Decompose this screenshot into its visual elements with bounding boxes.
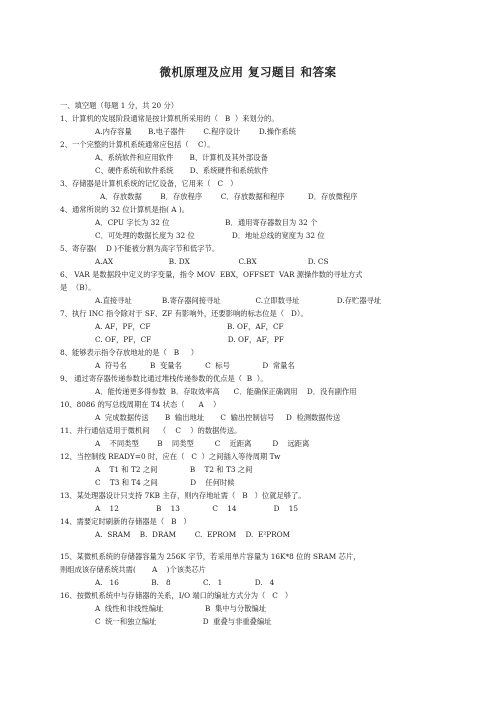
option-line: A．能传递更多得参数 B．存取效率高 C．能确保正确调用 D．没有副作用 bbox=[95, 387, 357, 396]
option-line: C 统一和独立编址 D 重叠与非重叠编址 bbox=[95, 617, 272, 626]
option-line: A．存放数据 B．存放程序 C．存放数据和程序 D．存放微程序 bbox=[100, 192, 358, 201]
option-line: A 不同类型 B 同类型 C 近距离 D 远距离 bbox=[95, 439, 310, 448]
option-line: A.内存容量 B.电子器件 C.程序设计 D.操作系统 bbox=[95, 127, 296, 136]
option-line: A 线性和非线性编址 B 集中与分散编址 bbox=[95, 604, 267, 613]
option-line: A 12 B 13 C 14 D 15 bbox=[95, 504, 299, 513]
question-line: 15、某微机系统的存储器容量为 256K 字节，若采用单片容量为 16K*8 位的 SRAM 芯片， bbox=[60, 552, 361, 561]
question-line: 5、寄存器( D )不能被分割为高字节和低字节。 bbox=[60, 244, 220, 253]
question-line: 7、执行 INC 指令除对于 SF、ZF 有影响外，还要影响的标志位是（ D）。 bbox=[60, 309, 308, 318]
option-line: A. SRAM B. DRAM C. EPROM D. E²PROM bbox=[95, 530, 291, 539]
option-line: A T1 和 T2 之间 B T2 和 T3 之间 bbox=[95, 465, 253, 474]
option-line: C T3 和 T4 之间 D 任何时候 bbox=[95, 478, 235, 487]
page-title: 微机原理及应用 复习题目 和答案 bbox=[159, 65, 337, 79]
question-line: 2、一个完整的计算机系统通常应包括（ C）。 bbox=[60, 140, 215, 149]
option-line: A.AX B. DX C.BX D. CS bbox=[95, 257, 329, 266]
option-line: A、系统软件和应用软件 B、计算机及其外部设备 bbox=[95, 153, 268, 162]
question-line: 则组成该存储系统共需( A )个该类芯片 bbox=[60, 565, 206, 574]
option-line: A 符号名 B 变量名 C 标号 D 常量名 bbox=[95, 361, 295, 370]
option-line: C．可处理的数据长度为 32 位 D．地址总线的宽度为 32 位 bbox=[95, 231, 325, 240]
question-line: 9、 通过寄存器传递参数比通过堆栈传递参数的优点是（ B ）。 bbox=[60, 374, 268, 383]
question-line: 3、存储器是计算机系统的记忆设备，它用来（ C ） bbox=[60, 179, 238, 188]
question-line: 10、8086 的写总线周期在 T4 状态（ A ） bbox=[60, 400, 221, 409]
question-line: 13、某处理器设计只支持 7KB 主存，则内存地址需（ B ）位就足够了。 bbox=[60, 491, 306, 500]
question-line: 11、并行通信适用于微机间 （ C ）的数据传送。 bbox=[60, 426, 242, 435]
option-line: A 完成数据传送 B 输出地址 C 输出控制信号 D 检测数据传送 bbox=[95, 413, 341, 422]
section-heading: 一、填空题（每题 1 分，共 20 分） bbox=[60, 101, 179, 110]
question-line: 8、能够表示指令存放地址的是（ B ） bbox=[60, 348, 199, 357]
option-line: A．CPU 字长为 32 位 B．通用寄存器数目为 32 个 bbox=[95, 218, 318, 227]
question-line: 6、 VAR 是数据段中定义的字变量，指令 MOV EBX，OFFSET VAR 源操作数的寻址方式 bbox=[60, 270, 363, 279]
option-line: A. 16 B. 8 C. 1 D. 4 bbox=[95, 578, 275, 587]
question-line: 14、需要定时刷新的存储器是（ B ） bbox=[60, 517, 191, 526]
option-line: A. AF，PF，CF B. OF，AF，CF bbox=[95, 322, 284, 331]
question-line: 16、按微机系统中与存储器的关系，I/O 端口的编址方式分为（ C ） bbox=[60, 591, 293, 600]
question-line: 1、计算机的发展阶段通常是按计算机所采用的（ B ）来划分的。 bbox=[60, 114, 279, 123]
question-line: 是 （B）。 bbox=[60, 283, 96, 292]
question-line: 4、通常所说的 32 位计算机是指( A )。 bbox=[60, 205, 190, 214]
question-line: 12、当控制线 READY=0 时，应在（ C ）之间插入等待周期 Tw bbox=[60, 452, 281, 461]
option-line: C、硬件系统和软件系统 D、系统硬件和系统软件 bbox=[95, 166, 269, 175]
option-line: A.直接寻址 B.寄存器间接寻址 C.立即数寻址 D.存贮器寻址 bbox=[95, 296, 382, 305]
option-line: C. OF，PF，CF D. OF，AF，PF bbox=[95, 335, 284, 344]
